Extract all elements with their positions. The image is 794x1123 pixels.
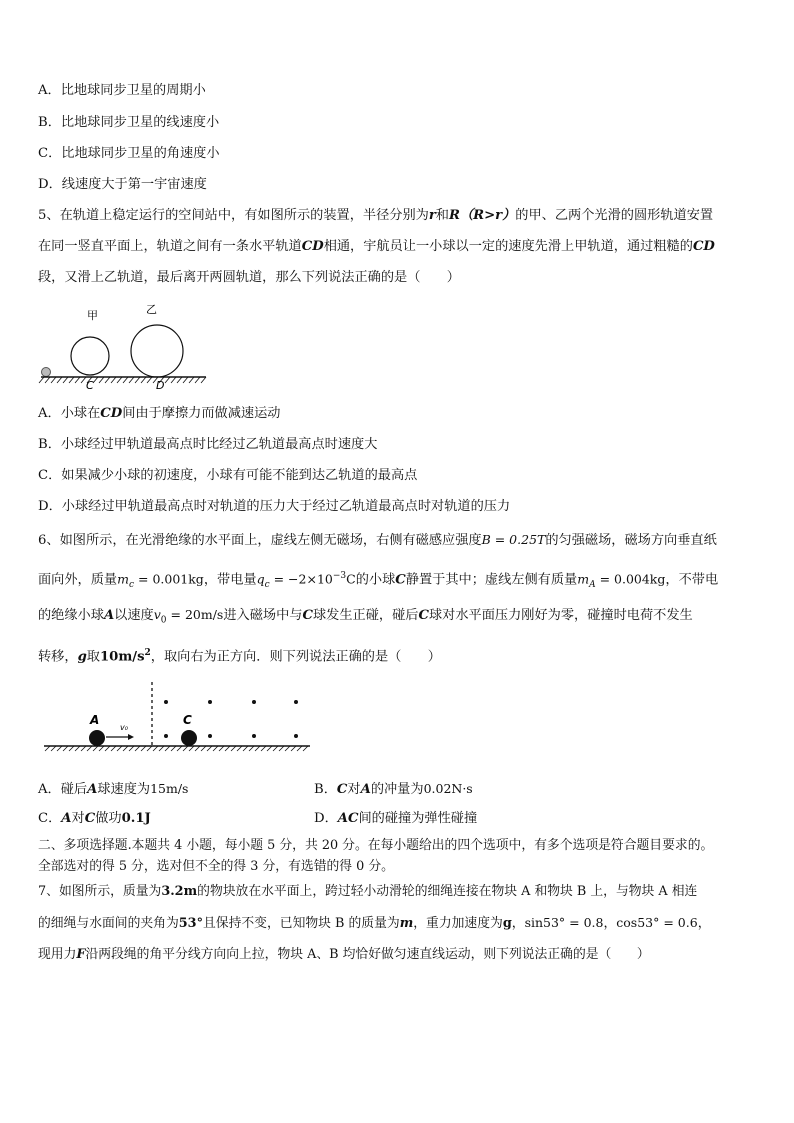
q6-stem-line4	[38, 644, 441, 666]
text: ，	[511, 916, 525, 931]
option-label: A．	[38, 83, 61, 98]
q6-option-d	[314, 810, 477, 828]
text: 相通，宇航员让一小球以一定的速度先滑上甲轨道，通过粗糙的	[323, 239, 693, 254]
text: 的甲、乙两个光滑的圆形轨道安置	[515, 208, 714, 223]
condition: （R>r）	[459, 208, 516, 223]
text: 5、在轨道上稳定运行的空间站中，有如图所示的装置，半径分别为	[38, 208, 429, 223]
var-cd: CD	[301, 239, 324, 254]
fig-label-jia: 甲	[87, 309, 98, 322]
fig-label-c: C	[183, 713, 192, 727]
formula-value: = 0.001kg	[134, 571, 204, 587]
option-text: 比地球同步卫星的线速度小	[60, 115, 220, 130]
text: 球发生正碰，碰后	[312, 608, 419, 623]
text: ，不带电	[665, 572, 719, 588]
q7-stem-line2	[38, 914, 710, 933]
text: 6、如图所示，在光滑绝缘的水平面上，虚线左侧无磁场，右侧有磁感应强度	[38, 533, 482, 548]
text: 碰后	[60, 782, 88, 797]
superscript: 2	[144, 648, 151, 658]
q5-option-c	[38, 467, 417, 485]
text: 在同一竖直平面上，轨道之间有一条水平轨道	[38, 239, 302, 254]
option-label: D．	[314, 811, 338, 826]
text: 段，又滑上乙轨道，最后离开两圆轨道，那么下列说法正确的是（ ）	[38, 270, 460, 285]
q6-stem-line2	[38, 567, 718, 594]
text: 对	[71, 811, 85, 826]
formula-v0: v	[153, 607, 161, 622]
fig-label-yi: 乙	[146, 303, 157, 316]
text: 做功	[95, 811, 122, 826]
text: ，带电量	[203, 572, 257, 588]
option-label: B．	[38, 437, 61, 452]
var-g: g	[502, 916, 512, 931]
text: 小球经过甲轨道最高点时对轨道的压力大于经过乙轨道最高点时对轨道的压力	[61, 499, 511, 514]
var-r: r	[428, 208, 436, 223]
var-R: R	[448, 208, 460, 223]
formula-value: = −2×10	[269, 571, 333, 587]
text: 如果减少小球的初速度，小球有可能不能到达乙轨道的最高点	[61, 468, 418, 483]
small-ball	[42, 368, 51, 377]
text: ，重力加速度为	[413, 916, 503, 931]
arrow-head-icon	[128, 734, 134, 740]
option-label: B．	[38, 115, 61, 130]
text: 的绝缘小球	[38, 608, 104, 623]
text: ，取向右为正方向．则下列说法正确的是（ ）	[150, 649, 441, 665]
var-ac: AC	[337, 811, 359, 826]
fig-label-v0: v₀	[120, 723, 128, 732]
subscript: c	[128, 580, 135, 591]
q5-option-b	[38, 436, 377, 454]
ground-hatch	[39, 377, 206, 383]
value: 0.1J	[121, 811, 151, 826]
text: 现用力	[38, 947, 77, 962]
formula-sin: sin53° = 0.8	[524, 915, 604, 930]
formula-value: = 0.004kg	[595, 571, 666, 587]
q5-figure	[36, 296, 216, 396]
text: ，	[697, 916, 711, 931]
q5-stem-line1	[38, 207, 713, 225]
var-a: A	[61, 811, 72, 826]
q7-stem-line3	[38, 946, 650, 964]
text: 间的碰撞为弹性碰撞	[358, 811, 478, 826]
text: 的匀强磁场，磁场方向垂直纸	[545, 533, 717, 548]
option-label: A．	[38, 406, 61, 421]
q4-option-a	[38, 82, 206, 100]
section2-line1: 二、多项选择题.本题共 4 小题，每小题 5 分，共 20 分。在每小题给出的四个选项中，有多个选项是符合题目要求的。	[38, 838, 714, 853]
subscript: A	[589, 580, 596, 591]
option-label: D．	[38, 499, 62, 514]
text: 沿两段绳的角平分线方向向上拉，物块 A、B 均恰好做匀速直线运动，则下列说法正确的是（ ）	[85, 947, 650, 962]
var-cd: CD	[100, 406, 123, 421]
text: 进入磁场中与	[223, 608, 303, 623]
formula-b: B = 0.25T	[481, 532, 546, 547]
text: 以速度	[114, 608, 154, 623]
q6-stem-line3	[38, 606, 693, 630]
var-c: C	[418, 608, 429, 623]
formula-cos: cos53° = 0.6	[616, 915, 698, 930]
text: 的物块放在水平面上，跨过轻小动滑轮的细绳连接在物块 A 和物块 B 上，与物块 A 相连	[197, 884, 698, 899]
value: 0.02N·s	[423, 781, 473, 796]
q5-stem-line2	[38, 238, 715, 256]
formula-value: = 20m/s	[166, 607, 224, 622]
text: ，	[603, 916, 617, 931]
subscript: c	[264, 580, 270, 591]
formula-mc: m	[117, 571, 129, 587]
track-jia	[71, 337, 109, 375]
track-yi	[131, 325, 183, 377]
formula-ma: m	[577, 571, 590, 587]
text: 转移，	[38, 649, 78, 665]
var-c: C	[395, 572, 406, 588]
option-text: 比地球同步卫星的周期小	[60, 83, 206, 98]
text: 球速度为	[97, 782, 151, 797]
text: 取	[86, 649, 100, 665]
text: 间由于摩擦力而做减速运动	[122, 406, 281, 421]
text: 面向外，质量	[38, 572, 118, 588]
q6-stem-line1	[38, 531, 717, 550]
angle-value: 53°	[178, 916, 203, 931]
option-label: C．	[38, 146, 62, 161]
var-f: F	[76, 947, 86, 962]
var-m: m	[399, 916, 414, 931]
var-c: C	[336, 782, 348, 797]
option-label: B．	[314, 782, 337, 797]
value: 15m/s	[150, 781, 189, 796]
option-label: C．	[38, 468, 62, 483]
q5-option-a	[38, 405, 280, 423]
var-c: C	[84, 811, 96, 826]
g-value: 10m/s	[99, 649, 145, 665]
fig-label-a: A	[90, 713, 100, 727]
q4-option-c	[38, 145, 220, 163]
q6-option-b	[314, 780, 473, 799]
q5-option-d	[38, 498, 510, 516]
option-text: 比地球同步卫星的角速度小	[61, 146, 220, 161]
text: 的细绳与水面间的夹角为	[38, 916, 179, 931]
option-label: A．	[38, 782, 61, 797]
option-label: D．	[38, 177, 62, 192]
q6-option-c	[38, 810, 151, 828]
text: 的小球	[355, 572, 396, 588]
unit: C	[346, 571, 356, 587]
subscript: 0	[160, 615, 167, 626]
text: 且保持不变，已知物块 B 的质量为	[202, 916, 400, 931]
text: 静置于其中；虚线左侧有质量	[405, 572, 578, 588]
q6-option-a	[38, 780, 188, 799]
q5-stem-line3	[38, 269, 460, 287]
text: 和	[435, 208, 449, 223]
mass-value: 3.2m	[161, 884, 198, 899]
ball-c	[181, 730, 197, 746]
text: 7、如图所示，质量为	[38, 884, 162, 899]
text: 小球经过甲轨道最高点时比经过乙轨道最高点时速度大	[60, 437, 378, 452]
option-label: C．	[38, 811, 62, 826]
option-text: 线速度大于第一宇宙速度	[61, 177, 207, 192]
section2-line2: 全部选对的得 5 分，选对但不全的得 3 分，有选错的得 0 分。	[38, 859, 394, 874]
text: 球对水平面压力刚好为零，碰撞时电荷不发生	[428, 608, 693, 623]
fig-label-d: D	[156, 379, 165, 392]
ball-a	[89, 730, 105, 746]
text: 对	[347, 782, 361, 797]
q4-option-b	[38, 114, 219, 132]
q7-stem-line1	[38, 883, 697, 901]
var-a: A	[87, 782, 98, 797]
fig-label-c: C	[86, 379, 94, 392]
q4-option-d	[38, 176, 207, 194]
var-a: A	[103, 608, 115, 623]
var-cd: CD	[692, 239, 715, 254]
var-c: C	[302, 608, 313, 623]
text: 小球在	[60, 406, 101, 421]
text: 的冲量为	[370, 782, 424, 797]
var-g: g	[77, 649, 87, 665]
q6-figure	[44, 680, 314, 755]
formula-qc: q	[256, 571, 265, 587]
superscript: −3	[332, 571, 347, 581]
var-a: A	[360, 782, 371, 797]
